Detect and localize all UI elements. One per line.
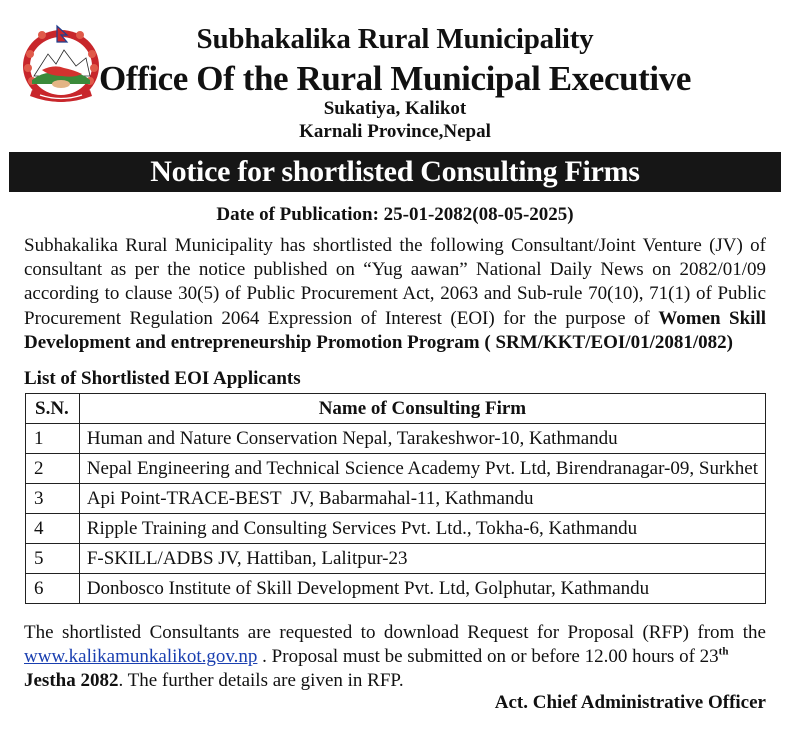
deadline-month: Jestha 2082: [24, 670, 119, 691]
table-row: [26, 544, 766, 574]
row-firm-name: Human and Nature Conservation Nepal, Tarakeshwor-10, Kathmandu: [79, 424, 765, 454]
rfp-text-2: . Proposal must be submitted on or before 12.00 hours of 23: [257, 646, 719, 667]
table-row: [26, 574, 766, 604]
row-sn: 2: [26, 454, 80, 484]
column-header-sn: S.N.: [26, 394, 80, 424]
row-firm-name: Api Point-TRACE-BEST JV, Babarmahal-11, Kathmandu: [79, 484, 765, 514]
municipality-website-link[interactable]: www.kalikamunkalikot.gov.np: [24, 646, 258, 667]
address-line-2: Karnali Province,Nepal: [299, 121, 491, 142]
notice-body-text: Subhakalika Rural Municipality has shortlisted the following Consultant/Joint Venture (JV) of consultant as per the notice published on “Yug aawan” National Daily News on 2082/01/09 according to clause 30(5) of Public Procurement Act, 2063 and Sub-rule 70(10), 71(1) of Public Procurement Regulation 2064 Expression of Interest (EOI) for the purpose of: [24, 235, 766, 329]
row-firm-name: F-SKILL/ADBS JV, Hattiban, Lalitpur-23: [79, 544, 765, 574]
signoff-officer: Act. Chief Administrative Officer: [494, 692, 766, 713]
office-name: Office Of the Rural Municipal Executive: [99, 59, 691, 98]
row-firm-name: Nepal Engineering and Technical Science Academy Pvt. Ltd, Birendranagar-09, Surkhet: [79, 454, 765, 484]
row-sn: 4: [26, 514, 80, 544]
municipality-name: Subhakalika Rural Municipality: [196, 23, 594, 55]
list-title: List of Shortlisted EOI Applicants: [24, 368, 301, 389]
table-row: [26, 484, 766, 514]
notice-title-banner: Notice for shortlisted Consulting Firms: [9, 152, 781, 192]
publication-date: Date of Publication: 25-01-2082(08-05-2025): [216, 204, 574, 225]
row-sn: 1: [26, 424, 80, 454]
row-sn: 5: [26, 544, 80, 574]
rfp-text-1: The shortlisted Consultants are requested to download Request for Proposal (RFP) from the: [24, 622, 766, 643]
table-header-row: [26, 394, 766, 424]
address-line-1: Sukatiya, Kalikot: [323, 98, 467, 119]
rfp-text-3: . The further details are given in RFP.: [118, 670, 404, 691]
program-name: Women Skill Development and entrepreneurship Promotion Program ( SRM/KKT/EOI/01/2081/082): [24, 307, 767, 353]
row-sn: 3: [26, 484, 80, 514]
table-row: [26, 424, 766, 454]
table-row: [26, 514, 766, 544]
rfp-instructions: [24, 621, 766, 693]
row-sn: 6: [26, 574, 80, 604]
column-header-firm-name: Name of Consulting Firm: [79, 394, 765, 424]
notice-body: [24, 234, 766, 355]
row-firm-name: Ripple Training and Consulting Services Pvt. Ltd., Tokha-6, Kathmandu: [79, 514, 765, 544]
table-row: [26, 454, 766, 484]
row-firm-name: Donbosco Institute of Skill Development Pvt. Ltd, Golphutar, Kathmandu: [79, 574, 765, 604]
shortlist-table: [25, 393, 766, 604]
date-ordinal-suffix: th: [718, 645, 729, 658]
